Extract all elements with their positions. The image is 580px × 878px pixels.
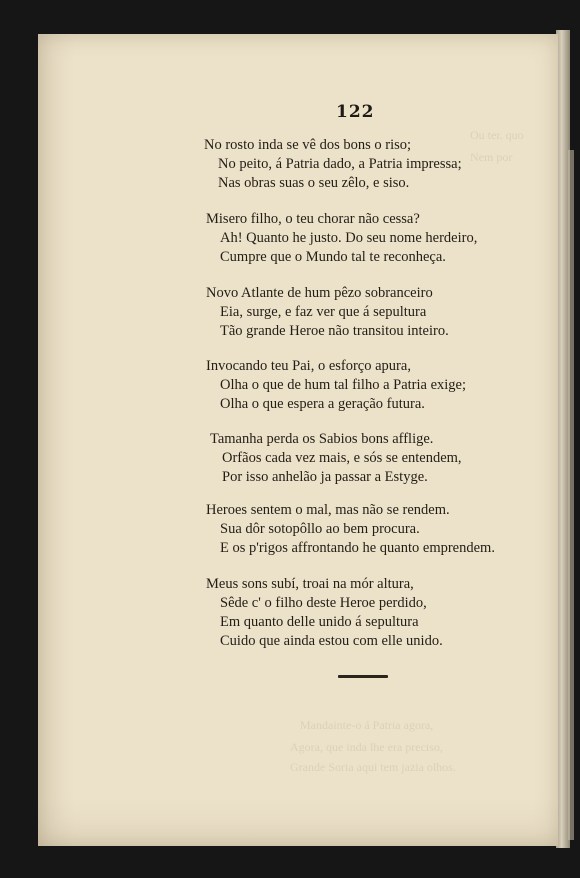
verse-line: E os p'rigos affrontando he quanto emprendem. bbox=[220, 540, 495, 556]
verse-line: Olha o que espera a geração futura. bbox=[220, 396, 425, 412]
closing-rule bbox=[338, 675, 388, 678]
verse-line: Olha o que de hum tal filho a Patria exige; bbox=[220, 377, 467, 393]
verse-line: Misero filho, o teu chorar não cessa? bbox=[206, 211, 420, 227]
verse-line: Sêde c' o filho deste Heroe perdido, bbox=[220, 595, 427, 611]
verse-line: No rosto inda se vê dos bons o riso; bbox=[204, 137, 412, 153]
verse-line: Ah! Quanto he justo. Do seu nome herdeiro, bbox=[220, 230, 478, 246]
verse-line: Meus sons subí, troai na mór altura, bbox=[206, 576, 414, 592]
page-stack-edge-back bbox=[568, 150, 574, 840]
verse-line: Por isso anhelão ja passar a Estyge. bbox=[222, 469, 428, 485]
show-through-text: Nem por bbox=[470, 150, 513, 164]
show-through-text: Grande Soria aqui tem jazia olhos. bbox=[290, 760, 456, 774]
verse-line: Heroes sentem o mal, mas não se rendem. bbox=[206, 502, 450, 518]
verse-line: Tamanha perda os Sabios bons afflige. bbox=[210, 431, 434, 447]
show-through-text: Mandainte-o á Patria agora, bbox=[300, 718, 434, 732]
verse-line: Cumpre que o Mundo tal te reconheça. bbox=[220, 249, 446, 265]
verse-line: Sua dôr sotopôllo ao bem procura. bbox=[220, 521, 420, 537]
verse-line: Cuido que ainda estou com elle unido. bbox=[220, 633, 443, 649]
verse-line: Nas obras suas o seu zêlo, e siso. bbox=[218, 175, 410, 191]
show-through-text: Ou ter. quo bbox=[470, 128, 524, 142]
page-number: 122 bbox=[336, 102, 375, 122]
verse-line: Orfãos cada vez mais, e sós se entendem, bbox=[222, 450, 462, 466]
verse-line: Invocando teu Pai, o esforço apura, bbox=[206, 358, 411, 374]
show-through-text: Agora, que inda lhe era preciso, bbox=[290, 740, 443, 754]
verse-line: Em quanto delle unido á sepultura bbox=[220, 614, 419, 630]
verse-line: Novo Atlante de hum pêzo sobranceiro bbox=[206, 285, 433, 301]
verse-line: No peito, á Patria dado, a Patria impressa; bbox=[218, 156, 462, 172]
verse-line: Tão grande Heroe não transitou inteiro. bbox=[220, 323, 449, 339]
verse-line: Eia, surge, e faz ver que á sepultura bbox=[220, 304, 427, 320]
